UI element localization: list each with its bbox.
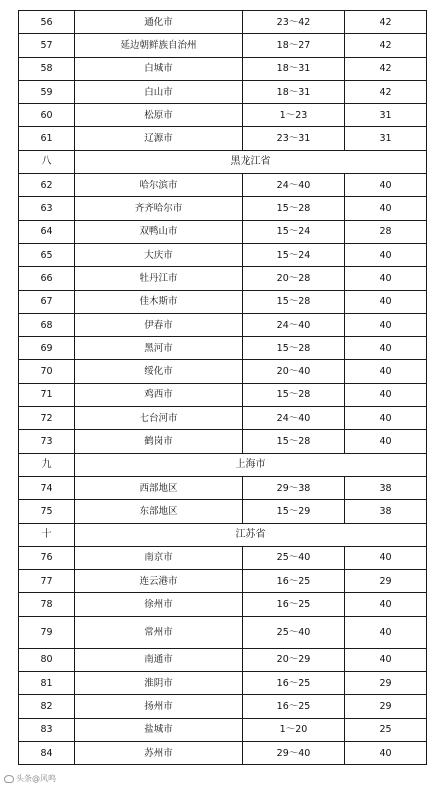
- value-max: 40: [345, 243, 427, 266]
- value-range: 16～25: [243, 672, 345, 695]
- table-body: [19, 11, 427, 765]
- value-max: 29: [345, 695, 427, 718]
- row-number: 62: [19, 174, 75, 197]
- row-number: 64: [19, 220, 75, 243]
- value-range: 15～28: [243, 290, 345, 313]
- city-name: 齐齐哈尔市: [75, 197, 243, 220]
- row-number: 80: [19, 648, 75, 671]
- row-number: 72: [19, 407, 75, 430]
- value-max: 40: [345, 430, 427, 453]
- table-row: [19, 407, 427, 430]
- row-number: 81: [19, 672, 75, 695]
- section-title: 上海市: [75, 453, 427, 476]
- row-number: 63: [19, 197, 75, 220]
- section-title: 黑龙江省: [75, 150, 427, 173]
- city-name: 扬州市: [75, 695, 243, 718]
- value-max: 31: [345, 127, 427, 150]
- city-name: 白城市: [75, 57, 243, 80]
- table-row: [19, 57, 427, 80]
- city-name: 南京市: [75, 546, 243, 569]
- value-range: 20～40: [243, 360, 345, 383]
- value-range: 25～40: [243, 546, 345, 569]
- table-row: [19, 741, 427, 764]
- section-row: [19, 523, 427, 546]
- row-number: 66: [19, 267, 75, 290]
- value-range: 23～31: [243, 127, 345, 150]
- city-name: 南通市: [75, 648, 243, 671]
- row-number: 57: [19, 34, 75, 57]
- data-table: [18, 10, 427, 765]
- row-number: 83: [19, 718, 75, 741]
- table-row: [19, 360, 427, 383]
- table-row: [19, 11, 427, 34]
- row-number: 59: [19, 80, 75, 103]
- value-range: 16～25: [243, 570, 345, 593]
- section-number: 八: [19, 150, 75, 173]
- table-row: [19, 570, 427, 593]
- value-max: 40: [345, 313, 427, 336]
- row-number: 65: [19, 243, 75, 266]
- table-row: [19, 695, 427, 718]
- city-name: 绥化市: [75, 360, 243, 383]
- value-max: 42: [345, 34, 427, 57]
- table-row: [19, 34, 427, 57]
- value-range: 20～29: [243, 648, 345, 671]
- table-row: [19, 718, 427, 741]
- value-max: 29: [345, 570, 427, 593]
- city-name: 淮阴市: [75, 672, 243, 695]
- table-row: [19, 174, 427, 197]
- city-name: 连云港市: [75, 570, 243, 593]
- city-name: 佳木斯市: [75, 290, 243, 313]
- table-row: [19, 546, 427, 569]
- city-name: 大庆市: [75, 243, 243, 266]
- city-name: 哈尔滨市: [75, 174, 243, 197]
- city-name: 黑河市: [75, 337, 243, 360]
- value-max: 40: [345, 174, 427, 197]
- table-row: [19, 313, 427, 336]
- city-name: 鹤岗市: [75, 430, 243, 453]
- table-row: [19, 267, 427, 290]
- app-logo-icon: [4, 775, 14, 783]
- row-number: 73: [19, 430, 75, 453]
- table-row: [19, 80, 427, 103]
- value-range: 15～28: [243, 383, 345, 406]
- value-max: 31: [345, 104, 427, 127]
- value-max: 40: [345, 741, 427, 764]
- value-range: 23～42: [243, 11, 345, 34]
- value-range: 15～24: [243, 243, 345, 266]
- value-max: 40: [345, 546, 427, 569]
- value-range: 1～20: [243, 718, 345, 741]
- city-name: 伊春市: [75, 313, 243, 336]
- value-range: 20～28: [243, 267, 345, 290]
- value-range: 25～40: [243, 616, 345, 648]
- city-name: 双鸭山市: [75, 220, 243, 243]
- section-row: [19, 150, 427, 173]
- row-number: 61: [19, 127, 75, 150]
- row-number: 75: [19, 500, 75, 523]
- value-max: 42: [345, 80, 427, 103]
- value-max: 38: [345, 500, 427, 523]
- row-number: 69: [19, 337, 75, 360]
- watermark-text: 头条@风鸣: [16, 774, 56, 783]
- row-number: 74: [19, 476, 75, 499]
- value-max: 42: [345, 11, 427, 34]
- table-row: [19, 290, 427, 313]
- value-max: 40: [345, 383, 427, 406]
- value-max: 40: [345, 197, 427, 220]
- city-name: 东部地区: [75, 500, 243, 523]
- value-range: 24～40: [243, 407, 345, 430]
- row-number: 79: [19, 616, 75, 648]
- city-name: 通化市: [75, 11, 243, 34]
- value-max: 29: [345, 672, 427, 695]
- row-number: 60: [19, 104, 75, 127]
- value-range: 16～25: [243, 695, 345, 718]
- section-number: 十: [19, 523, 75, 546]
- value-max: 25: [345, 718, 427, 741]
- table-row: [19, 383, 427, 406]
- table-row: [19, 500, 427, 523]
- value-range: 24～40: [243, 313, 345, 336]
- table-row: [19, 476, 427, 499]
- row-number: 67: [19, 290, 75, 313]
- value-max: 28: [345, 220, 427, 243]
- value-max: 40: [345, 593, 427, 616]
- data-table-container: [18, 10, 426, 765]
- city-name: 松原市: [75, 104, 243, 127]
- row-number: 68: [19, 313, 75, 336]
- value-max: 40: [345, 337, 427, 360]
- value-range: 15～28: [243, 337, 345, 360]
- row-number: 71: [19, 383, 75, 406]
- city-name: 西部地区: [75, 476, 243, 499]
- value-max: 40: [345, 360, 427, 383]
- city-name: 常州市: [75, 616, 243, 648]
- value-range: 16～25: [243, 593, 345, 616]
- value-max: 40: [345, 407, 427, 430]
- value-range: 29～40: [243, 741, 345, 764]
- watermark: [4, 773, 56, 784]
- value-range: 18～31: [243, 80, 345, 103]
- city-name: 白山市: [75, 80, 243, 103]
- value-max: 38: [345, 476, 427, 499]
- row-number: 82: [19, 695, 75, 718]
- value-max: 40: [345, 648, 427, 671]
- city-name: 延边朝鲜族自治州: [75, 34, 243, 57]
- value-range: 24～40: [243, 174, 345, 197]
- table-row: [19, 672, 427, 695]
- value-range: 15～24: [243, 220, 345, 243]
- city-name: 徐州市: [75, 593, 243, 616]
- value-max: 40: [345, 290, 427, 313]
- table-row: [19, 104, 427, 127]
- table-row: [19, 593, 427, 616]
- table-row: [19, 127, 427, 150]
- section-number: 九: [19, 453, 75, 476]
- value-range: 29～38: [243, 476, 345, 499]
- table-row: [19, 243, 427, 266]
- row-number: 84: [19, 741, 75, 764]
- value-range: 1～23: [243, 104, 345, 127]
- table-row: [19, 648, 427, 671]
- value-range: 18～27: [243, 34, 345, 57]
- value-max: 40: [345, 267, 427, 290]
- city-name: 鸡西市: [75, 383, 243, 406]
- value-max: 42: [345, 57, 427, 80]
- row-number: 76: [19, 546, 75, 569]
- city-name: 盐城市: [75, 718, 243, 741]
- value-max: 40: [345, 616, 427, 648]
- table-row: [19, 197, 427, 220]
- value-range: 15～29: [243, 500, 345, 523]
- value-range: 18～31: [243, 57, 345, 80]
- value-range: 15～28: [243, 430, 345, 453]
- section-row: [19, 453, 427, 476]
- table-row: [19, 220, 427, 243]
- city-name: 苏州市: [75, 741, 243, 764]
- value-range: 15～28: [243, 197, 345, 220]
- row-number: 56: [19, 11, 75, 34]
- table-row: [19, 337, 427, 360]
- table-row: [19, 430, 427, 453]
- city-name: 七台河市: [75, 407, 243, 430]
- row-number: 77: [19, 570, 75, 593]
- row-number: 78: [19, 593, 75, 616]
- section-title: 江苏省: [75, 523, 427, 546]
- table-row: [19, 616, 427, 648]
- city-name: 牡丹江市: [75, 267, 243, 290]
- row-number: 70: [19, 360, 75, 383]
- city-name: 辽源市: [75, 127, 243, 150]
- row-number: 58: [19, 57, 75, 80]
